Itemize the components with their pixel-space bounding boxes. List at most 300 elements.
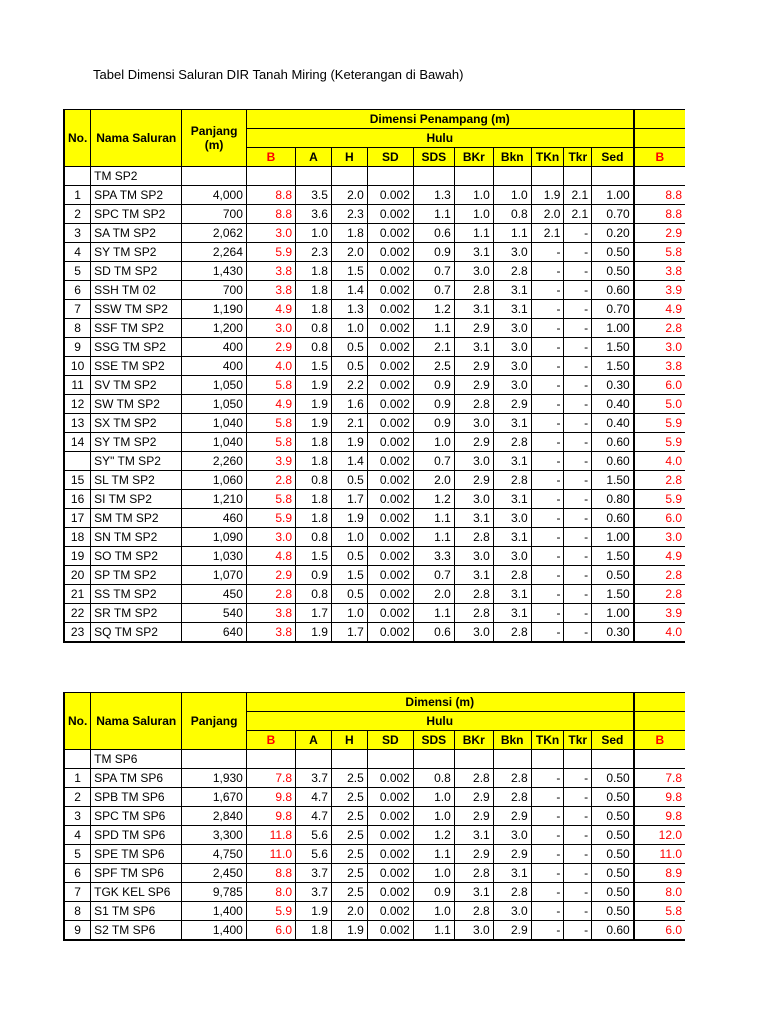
cell-sds: 0.6 xyxy=(413,224,454,243)
cell-bkr: 2.8 xyxy=(454,769,493,788)
cell-b: 5.9 xyxy=(246,902,295,921)
cell-bkr: 2.9 xyxy=(454,845,493,864)
row-no: 1 xyxy=(64,769,91,788)
row-panjang: 2,260 xyxy=(182,452,247,471)
cell-tkn: - xyxy=(531,281,564,300)
row-no: 12 xyxy=(64,395,91,414)
header-filler xyxy=(634,129,685,148)
cell-sds: 0.9 xyxy=(413,376,454,395)
cell-a: 1.9 xyxy=(296,376,332,395)
cell-h: 2.5 xyxy=(331,845,367,864)
col-header-panjang: Panjang xyxy=(182,693,247,750)
cell-h: 2.1 xyxy=(331,414,367,433)
empty-cell xyxy=(331,750,367,769)
col-header-tkr: Tkr xyxy=(564,148,592,167)
cell-bkn: 2.8 xyxy=(493,883,531,902)
cell-b: 3.0 xyxy=(246,319,295,338)
table-row xyxy=(64,845,685,864)
cell-bkr: 1.1 xyxy=(454,224,493,243)
cell-sds: 0.7 xyxy=(413,281,454,300)
row-name: SSW TM SP2 xyxy=(91,300,182,319)
cell-sds: 0.7 xyxy=(413,566,454,585)
cell-tkn: - xyxy=(531,528,564,547)
empty-cell xyxy=(296,750,332,769)
cell-bkn: 2.9 xyxy=(493,807,531,826)
empty-cell xyxy=(493,750,531,769)
col-header-sds: SDS xyxy=(413,731,454,750)
cell-h: 0.5 xyxy=(331,357,367,376)
empty-cell xyxy=(592,750,634,769)
cell-tkr: 2.1 xyxy=(564,205,592,224)
cell-b: 2.9 xyxy=(246,338,295,357)
cell-bkn: 2.8 xyxy=(493,433,531,452)
col-header-b: B xyxy=(246,731,295,750)
cell-bkn: 3.0 xyxy=(493,319,531,338)
row-name: SQ TM SP2 xyxy=(91,623,182,643)
empty-cell xyxy=(531,750,564,769)
cell-bkn: 2.8 xyxy=(493,623,531,643)
cell-sed: 0.80 xyxy=(592,490,634,509)
row-no: 2 xyxy=(64,788,91,807)
cell-sds: 1.3 xyxy=(413,186,454,205)
row-name: SL TM SP2 xyxy=(91,471,182,490)
cell-b-end: 6.0 xyxy=(634,509,685,528)
row-panjang: 4,000 xyxy=(182,186,247,205)
cell-tkr: - xyxy=(564,585,592,604)
cell-bkr: 2.8 xyxy=(454,902,493,921)
table-row xyxy=(64,262,685,281)
table-row xyxy=(64,509,685,528)
row-no: 5 xyxy=(64,262,91,281)
cell-tkn: - xyxy=(531,338,564,357)
cell-sds: 2.0 xyxy=(413,585,454,604)
cell-a: 1.8 xyxy=(296,452,332,471)
row-no: 17 xyxy=(64,509,91,528)
cell-tkn: - xyxy=(531,585,564,604)
table-row xyxy=(64,585,685,604)
cell-tkn: 2.0 xyxy=(531,205,564,224)
cell-tkr: - xyxy=(564,604,592,623)
row-panjang: 3,300 xyxy=(182,826,247,845)
empty-cell xyxy=(367,750,413,769)
cell-a: 1.8 xyxy=(296,921,332,941)
table-row xyxy=(64,433,685,452)
cell-h: 1.0 xyxy=(331,319,367,338)
row-name: SM TM SP2 xyxy=(91,509,182,528)
cell-sd: 0.002 xyxy=(367,224,413,243)
cell-sd: 0.002 xyxy=(367,845,413,864)
cell-tkn: - xyxy=(531,566,564,585)
cell-tkr: 2.1 xyxy=(564,186,592,205)
cell-h: 1.7 xyxy=(331,623,367,643)
cell-sed: 1.50 xyxy=(592,585,634,604)
cell-a: 1.8 xyxy=(296,300,332,319)
cell-b-end: 2.8 xyxy=(634,566,685,585)
row-no: 23 xyxy=(64,623,91,643)
cell-tkn: - xyxy=(531,452,564,471)
cell-b: 9.8 xyxy=(246,807,295,826)
cell-sds: 2.0 xyxy=(413,471,454,490)
cell-h: 2.5 xyxy=(331,864,367,883)
row-panjang: 400 xyxy=(182,338,247,357)
cell-tkr: - xyxy=(564,883,592,902)
row-panjang: 1,040 xyxy=(182,433,247,452)
cell-b-end: 4.0 xyxy=(634,452,685,471)
cell-sd: 0.002 xyxy=(367,826,413,845)
row-panjang: 1,070 xyxy=(182,566,247,585)
cell-sd: 0.002 xyxy=(367,243,413,262)
cell-b: 6.0 xyxy=(246,921,295,941)
cell-tkn: - xyxy=(531,788,564,807)
cell-b-end: 5.9 xyxy=(634,490,685,509)
cell-b: 9.8 xyxy=(246,788,295,807)
table-row xyxy=(64,376,685,395)
cell-sed: 0.50 xyxy=(592,788,634,807)
cell-b-end: 2.8 xyxy=(634,471,685,490)
cell-bkr: 1.0 xyxy=(454,186,493,205)
cell-bkn: 2.8 xyxy=(493,788,531,807)
cell-sd: 0.002 xyxy=(367,300,413,319)
table-row xyxy=(64,788,685,807)
empty-cell xyxy=(182,750,247,769)
row-panjang: 450 xyxy=(182,585,247,604)
cell-bkr: 3.1 xyxy=(454,338,493,357)
cell-bkr: 2.8 xyxy=(454,281,493,300)
cell-sd: 0.002 xyxy=(367,921,413,941)
cell-sds: 1.1 xyxy=(413,528,454,547)
sub-header-hulu: Hulu xyxy=(246,129,633,148)
header-filler xyxy=(634,693,685,712)
table-row xyxy=(64,319,685,338)
cell-tkn: - xyxy=(531,547,564,566)
empty-cell xyxy=(413,167,454,186)
table-row xyxy=(64,566,685,585)
col-header-bkn: Bkn xyxy=(493,148,531,167)
cell-sds: 1.1 xyxy=(413,509,454,528)
row-no: 20 xyxy=(64,566,91,585)
row-name: SPE TM SP6 xyxy=(91,845,182,864)
cell-a: 1.8 xyxy=(296,509,332,528)
cell-bkn: 3.1 xyxy=(493,528,531,547)
row-name: SPC TM SP2 xyxy=(91,205,182,224)
cell-tkn: - xyxy=(531,395,564,414)
cell-sd: 0.002 xyxy=(367,186,413,205)
row-no: 15 xyxy=(64,471,91,490)
cell-sd: 0.002 xyxy=(367,883,413,902)
cell-sed: 0.70 xyxy=(592,205,634,224)
cell-sd: 0.002 xyxy=(367,769,413,788)
cell-sed: 0.40 xyxy=(592,414,634,433)
cell-tkr: - xyxy=(564,623,592,643)
cell-b: 4.8 xyxy=(246,547,295,566)
col-header-no: No. xyxy=(64,110,91,167)
cell-bkr: 3.0 xyxy=(454,262,493,281)
row-no: 3 xyxy=(64,807,91,826)
cell-sd: 0.002 xyxy=(367,319,413,338)
row-panjang: 1,060 xyxy=(182,471,247,490)
cell-sds: 2.5 xyxy=(413,357,454,376)
row-name: SPC TM SP6 xyxy=(91,807,182,826)
cell-sed: 0.30 xyxy=(592,623,634,643)
row-name: SSF TM SP2 xyxy=(91,319,182,338)
cell-a: 3.7 xyxy=(296,864,332,883)
cell-sd: 0.002 xyxy=(367,395,413,414)
cell-b: 2.8 xyxy=(246,585,295,604)
cell-sds: 1.1 xyxy=(413,604,454,623)
cell-b: 2.9 xyxy=(246,566,295,585)
cell-a: 4.7 xyxy=(296,788,332,807)
cell-sd: 0.002 xyxy=(367,433,413,452)
cell-a: 4.7 xyxy=(296,807,332,826)
section-label: TM SP2 xyxy=(91,167,182,186)
cell-a: 0.8 xyxy=(296,319,332,338)
cell-sed: 0.50 xyxy=(592,826,634,845)
cell-bkn: 3.0 xyxy=(493,509,531,528)
cell-b: 3.0 xyxy=(246,224,295,243)
cell-tkn: - xyxy=(531,604,564,623)
cell-b-end: 3.0 xyxy=(634,338,685,357)
cell-a: 1.8 xyxy=(296,262,332,281)
col-header-h: H xyxy=(331,731,367,750)
row-name: SY TM SP2 xyxy=(91,243,182,262)
cell-sds: 1.1 xyxy=(413,921,454,941)
cell-sd: 0.002 xyxy=(367,205,413,224)
cell-tkn: - xyxy=(531,471,564,490)
row-name: SD TM SP2 xyxy=(91,262,182,281)
row-name: SW TM SP2 xyxy=(91,395,182,414)
cell-sds: 0.9 xyxy=(413,883,454,902)
cell-a: 1.8 xyxy=(296,433,332,452)
row-no: 9 xyxy=(64,921,91,941)
cell-bkn: 3.0 xyxy=(493,902,531,921)
row-panjang: 1,050 xyxy=(182,376,247,395)
cell-bkr: 2.9 xyxy=(454,319,493,338)
cell-b: 5.8 xyxy=(246,414,295,433)
row-panjang: 460 xyxy=(182,509,247,528)
table-row xyxy=(64,300,685,319)
table-row xyxy=(64,604,685,623)
row-name: SPB TM SP6 xyxy=(91,788,182,807)
col-header-sd: SD xyxy=(367,731,413,750)
cell-sd: 0.002 xyxy=(367,262,413,281)
row-name: SPA TM SP2 xyxy=(91,186,182,205)
cell-b-end: 9.8 xyxy=(634,788,685,807)
cell-bkn: 3.0 xyxy=(493,357,531,376)
cell-sds: 1.1 xyxy=(413,319,454,338)
cell-tkr: - xyxy=(564,788,592,807)
cell-bkr: 2.9 xyxy=(454,433,493,452)
cell-sd: 0.002 xyxy=(367,585,413,604)
cell-h: 2.0 xyxy=(331,902,367,921)
cell-sd: 0.002 xyxy=(367,490,413,509)
cell-bkr: 2.9 xyxy=(454,788,493,807)
cell-sd: 0.002 xyxy=(367,547,413,566)
cell-h: 2.2 xyxy=(331,376,367,395)
cell-tkn: - xyxy=(531,826,564,845)
row-no: 11 xyxy=(64,376,91,395)
row-no: 4 xyxy=(64,243,91,262)
cell-sds: 0.9 xyxy=(413,414,454,433)
cell-h: 1.9 xyxy=(331,433,367,452)
table-row xyxy=(64,547,685,566)
cell-sds: 1.2 xyxy=(413,826,454,845)
cell-h: 2.5 xyxy=(331,826,367,845)
cell-bkr: 3.0 xyxy=(454,547,493,566)
row-no: 9 xyxy=(64,338,91,357)
cell-tkn: - xyxy=(531,883,564,902)
row-panjang: 2,840 xyxy=(182,807,247,826)
cell-h: 1.9 xyxy=(331,921,367,941)
cell-a: 3.6 xyxy=(296,205,332,224)
cell-b-end: 6.0 xyxy=(634,921,685,941)
empty-cell xyxy=(331,167,367,186)
cell-bkn: 2.9 xyxy=(493,395,531,414)
cell-a: 1.5 xyxy=(296,357,332,376)
cell-bkr: 2.9 xyxy=(454,471,493,490)
row-name: SN TM SP2 xyxy=(91,528,182,547)
cell-tkr: - xyxy=(564,864,592,883)
cell-h: 1.4 xyxy=(331,452,367,471)
cell-h: 0.5 xyxy=(331,547,367,566)
cell-sds: 0.6 xyxy=(413,623,454,643)
cell-bkn: 3.0 xyxy=(493,547,531,566)
cell-h: 2.5 xyxy=(331,807,367,826)
cell-tkn: - xyxy=(531,769,564,788)
table-row xyxy=(64,186,685,205)
cell-bkr: 2.8 xyxy=(454,395,493,414)
cell-sed: 0.70 xyxy=(592,300,634,319)
table-row xyxy=(64,452,685,471)
cell-b-end: 5.8 xyxy=(634,243,685,262)
cell-sd: 0.002 xyxy=(367,604,413,623)
row-name: SSE TM SP2 xyxy=(91,357,182,376)
row-no: 10 xyxy=(64,357,91,376)
cell-tkn: - xyxy=(531,357,564,376)
col-header-tkn: TKn xyxy=(531,148,564,167)
cell-b-end: 8.8 xyxy=(634,186,685,205)
cell-b: 11.8 xyxy=(246,826,295,845)
cell-h: 1.0 xyxy=(331,604,367,623)
row-name: SP TM SP2 xyxy=(91,566,182,585)
row-no: 22 xyxy=(64,604,91,623)
cell-bkn: 3.1 xyxy=(493,604,531,623)
empty-cell xyxy=(296,167,332,186)
col-header-b-end: B xyxy=(634,148,685,167)
cell-tkn: - xyxy=(531,807,564,826)
empty-cell xyxy=(564,167,592,186)
dimension-table-sp6 xyxy=(63,692,685,941)
cell-h: 1.4 xyxy=(331,281,367,300)
cell-a: 0.8 xyxy=(296,585,332,604)
cell-tkr: - xyxy=(564,566,592,585)
row-name: SSG TM SP2 xyxy=(91,338,182,357)
cell-b-end: 2.9 xyxy=(634,224,685,243)
row-panjang: 1,090 xyxy=(182,528,247,547)
row-panjang: 1,930 xyxy=(182,769,247,788)
cell-b-end: 3.8 xyxy=(634,357,685,376)
cell-h: 1.7 xyxy=(331,490,367,509)
dimension-table-sp2 xyxy=(63,109,685,643)
empty-cell xyxy=(246,167,295,186)
table-row xyxy=(64,243,685,262)
cell-sed: 1.00 xyxy=(592,186,634,205)
sub-header-hulu: Hulu xyxy=(246,712,633,731)
cell-sed: 0.50 xyxy=(592,769,634,788)
row-name: S1 TM SP6 xyxy=(91,902,182,921)
cell-h: 2.3 xyxy=(331,205,367,224)
cell-bkn: 3.1 xyxy=(493,300,531,319)
cell-a: 0.9 xyxy=(296,566,332,585)
cell-a: 3.7 xyxy=(296,769,332,788)
cell-b: 8.8 xyxy=(246,186,295,205)
row-panjang: 4,750 xyxy=(182,845,247,864)
table-row xyxy=(64,769,685,788)
cell-h: 2.0 xyxy=(331,186,367,205)
cell-sed: 1.00 xyxy=(592,528,634,547)
cell-sds: 3.3 xyxy=(413,547,454,566)
cell-bkn: 3.1 xyxy=(493,585,531,604)
col-header-no: No. xyxy=(64,693,91,750)
cell-sds: 1.0 xyxy=(413,864,454,883)
cell-b: 3.8 xyxy=(246,604,295,623)
cell-bkn: 0.8 xyxy=(493,205,531,224)
empty-cell xyxy=(454,750,493,769)
cell-bkn: 3.0 xyxy=(493,243,531,262)
cell-h: 0.5 xyxy=(331,338,367,357)
cell-tkr: - xyxy=(564,490,592,509)
cell-sed: 0.50 xyxy=(592,883,634,902)
cell-sds: 1.2 xyxy=(413,490,454,509)
cell-sed: 0.50 xyxy=(592,845,634,864)
cell-bkn: 1.1 xyxy=(493,224,531,243)
cell-h: 1.9 xyxy=(331,509,367,528)
row-name: SPA TM SP6 xyxy=(91,769,182,788)
cell-b: 3.8 xyxy=(246,623,295,643)
cell-sed: 0.50 xyxy=(592,807,634,826)
row-no: 7 xyxy=(64,883,91,902)
header-filler xyxy=(634,110,685,129)
cell-tkn: - xyxy=(531,243,564,262)
cell-b-end: 4.9 xyxy=(634,547,685,566)
row-no: 5 xyxy=(64,845,91,864)
cell-sed: 0.50 xyxy=(592,864,634,883)
group-header-dimensi: Dimensi Penampang (m) xyxy=(246,110,633,129)
empty-cell xyxy=(493,167,531,186)
cell-h: 0.5 xyxy=(331,471,367,490)
empty-cell xyxy=(531,167,564,186)
empty-cell xyxy=(564,750,592,769)
cell-bkr: 3.0 xyxy=(454,414,493,433)
row-panjang: 2,264 xyxy=(182,243,247,262)
cell-tkr: - xyxy=(564,243,592,262)
cell-b: 4.9 xyxy=(246,300,295,319)
cell-tkr: - xyxy=(564,921,592,941)
cell-b-end: 11.0 xyxy=(634,845,685,864)
row-panjang: 1,670 xyxy=(182,788,247,807)
cell-bkn: 3.0 xyxy=(493,338,531,357)
cell-a: 1.9 xyxy=(296,414,332,433)
row-panjang: 2,062 xyxy=(182,224,247,243)
cell-sed: 1.50 xyxy=(592,357,634,376)
cell-sed: 1.50 xyxy=(592,338,634,357)
cell-b: 3.9 xyxy=(246,452,295,471)
cell-a: 2.3 xyxy=(296,243,332,262)
cell-b-end: 2.8 xyxy=(634,319,685,338)
cell-b: 5.8 xyxy=(246,376,295,395)
row-no: 13 xyxy=(64,414,91,433)
cell-a: 1.5 xyxy=(296,547,332,566)
table-row xyxy=(64,338,685,357)
